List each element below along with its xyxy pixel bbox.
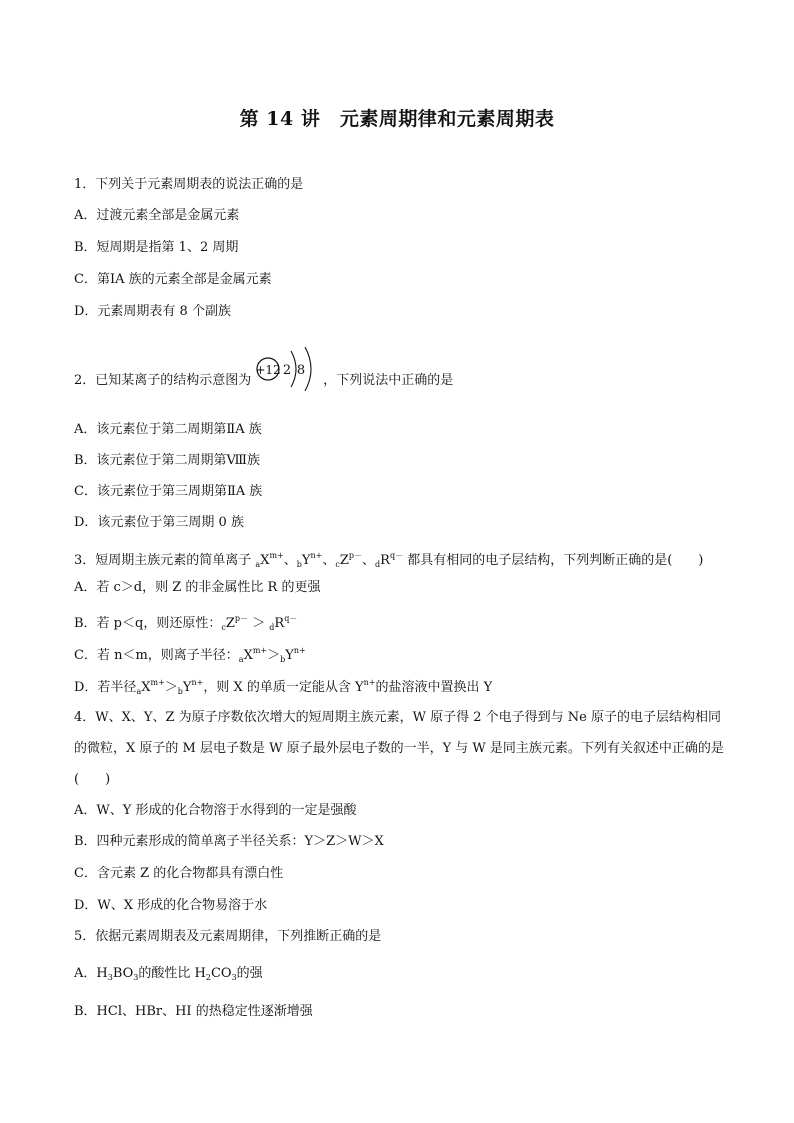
q3-stem-text: 3．短周期主族元素的简单离子 (74, 553, 256, 568)
ion-x-atomic-number: a (238, 655, 244, 664)
q3-stem-text-end: 都具有相同的电子层结构，下列判断正确的是( ) (403, 553, 704, 568)
ion-y-charge: n+ (191, 678, 204, 687)
q3-option-c-text: C．若 n＜m，则离子半径： (74, 648, 239, 663)
q1-option-d: D．元素周期表有 8 个副族 (74, 304, 231, 319)
q2-stem (74, 343, 453, 418)
q1-option-b: B．短周期是指第 1、2 周期 (74, 240, 239, 255)
greater-than-sign: ＞ (267, 648, 281, 663)
q4-option-a: A．W、Y 形成的化合物溶于水得到的一定是强酸 (74, 803, 357, 818)
q3-option-b (74, 610, 297, 637)
q5-option-a-part: CO (210, 966, 232, 981)
subscript: 2 (205, 973, 211, 982)
q3-option-d-text-2: ，则 X 的单质一定能从含 Y (203, 680, 364, 695)
q4-option-d: D．W、X 形成的化合物易溶于水 (74, 898, 268, 913)
ion-structure-diagram (255, 343, 319, 418)
ion-x-charge: m+ (269, 551, 284, 560)
q3-separator: 、 (283, 553, 297, 568)
q5-option-a-part: A．H (74, 966, 108, 981)
q1-option-c: C．第ⅠA 族的元素全部是金属元素 (74, 272, 272, 287)
ion-y-atomic-number: b (296, 560, 302, 569)
shell-2-electrons: 8 (297, 363, 306, 378)
ion-z-symbol: Z (339, 553, 349, 568)
q1-option-a: A．过渡元素全部是金属元素 (74, 208, 240, 223)
q5-option-a-part: BO (112, 966, 134, 981)
ion-r-symbol: R (380, 553, 390, 568)
ion-z-atomic-number: c (335, 560, 340, 569)
ion-x-symbol: X (243, 648, 253, 663)
q5-option-a-part: 的强 (236, 966, 263, 981)
nucleus-charge: +12 (255, 363, 281, 377)
ion-r-charge: q－ (389, 551, 404, 560)
q5-stem: 5．依据元素周期表及元素周期律，下列推断正确的是 (74, 929, 382, 944)
ion-r-symbol: R (274, 616, 285, 631)
q2-option-d: D．该元素位于第三周期 0 族 (74, 515, 244, 530)
q2-option-b: B．该元素位于第二周期第Ⅷ族 (74, 453, 261, 468)
ion-y-charge: n+ (293, 646, 306, 655)
q3-separator: 、 (362, 553, 376, 568)
q3-separator: 、 (322, 553, 336, 568)
q3-option-d-text-3: 的盐溶液中置换出 Y (375, 680, 493, 695)
ion-y-atomic-number: b (177, 687, 183, 696)
ion-z-symbol: Z (225, 616, 235, 631)
ion-y-symbol: Y (301, 553, 311, 568)
q5-option-a-part: 的酸性比 H (138, 966, 206, 981)
q3-option-d (74, 674, 492, 701)
q2-stem-after: ，下列说法中正确的是 (323, 373, 454, 388)
q5-option-a (74, 965, 263, 987)
subscript: 3 (133, 973, 139, 982)
q2-stem-before: 2．已知某离子的结构示意图为 (74, 373, 252, 388)
q5-option-b: B．HCl、HBr、HI 的热稳定性逐渐增强 (74, 1004, 313, 1019)
q2-option-c: C．该元素位于第三周期第ⅡA 族 (74, 484, 263, 499)
ion-y-symbol: Y (182, 680, 192, 695)
q2-option-a: A．该元素位于第二周期第ⅡA 族 (74, 422, 262, 437)
q1-stem: 1．下列关于元素周期表的说法正确的是 (74, 177, 304, 192)
ion-x-charge: m+ (252, 646, 268, 655)
ion-y-charge: n+ (363, 678, 376, 687)
q4-option-c: C．含元素 Z 的化合物都具有漂白性 (74, 866, 284, 881)
greater-than-sign: ＞ (164, 680, 178, 695)
q4-option-b: B．四种元素形成的简单离子半径关系：Y＞Z＞W＞X (74, 834, 384, 849)
ion-z-charge: p－ (234, 614, 248, 623)
ion-r-charge: q－ (284, 614, 298, 623)
ion-y-charge: n+ (310, 551, 323, 560)
ion-x-atomic-number: a (136, 687, 142, 696)
ion-z-atomic-number: c (221, 623, 226, 632)
ion-y-symbol: Y (285, 648, 294, 663)
subscript: 3 (107, 973, 113, 982)
shell-1-electrons: 2 (283, 363, 292, 378)
greater-than-sign: ＞ (248, 616, 270, 631)
q3-option-b-text: B．若 p＜q，则还原性： (74, 616, 222, 631)
ion-r-atomic-number: d (375, 560, 381, 569)
ion-z-charge: p－ (348, 551, 363, 560)
q3-option-c (74, 642, 306, 669)
ion-x-symbol: X (141, 680, 151, 695)
ion-x-atomic-number: a (255, 560, 261, 569)
ion-x-charge: m+ (150, 678, 165, 687)
ion-y-atomic-number: b (280, 655, 286, 664)
q4-stem: 4．W、X、Y、Z 为原子序数依次增大的短周期主族元素，W 原子得 2 个电子得到与 Ne 原子的电子层结构相同的微粒，X 原子的 M 层电子数是 W 原子最外层电子数的一半，Y 与 W 是同主族元素。下列有关叙述中正确的是( ) (74, 710, 724, 787)
q3-stem (74, 547, 703, 574)
q3-option-d-text: D．若半径 (74, 680, 137, 695)
ion-r-atomic-number: d (269, 623, 275, 632)
subscript: 3 (231, 973, 237, 982)
page-title: 第 14 讲 元素周期律和元素周期表 (239, 108, 555, 130)
q3-option-a: A．若 c＞d，则 Z 的非金属性比 R 的更强 (74, 580, 321, 595)
ion-x-symbol: X (260, 553, 270, 568)
